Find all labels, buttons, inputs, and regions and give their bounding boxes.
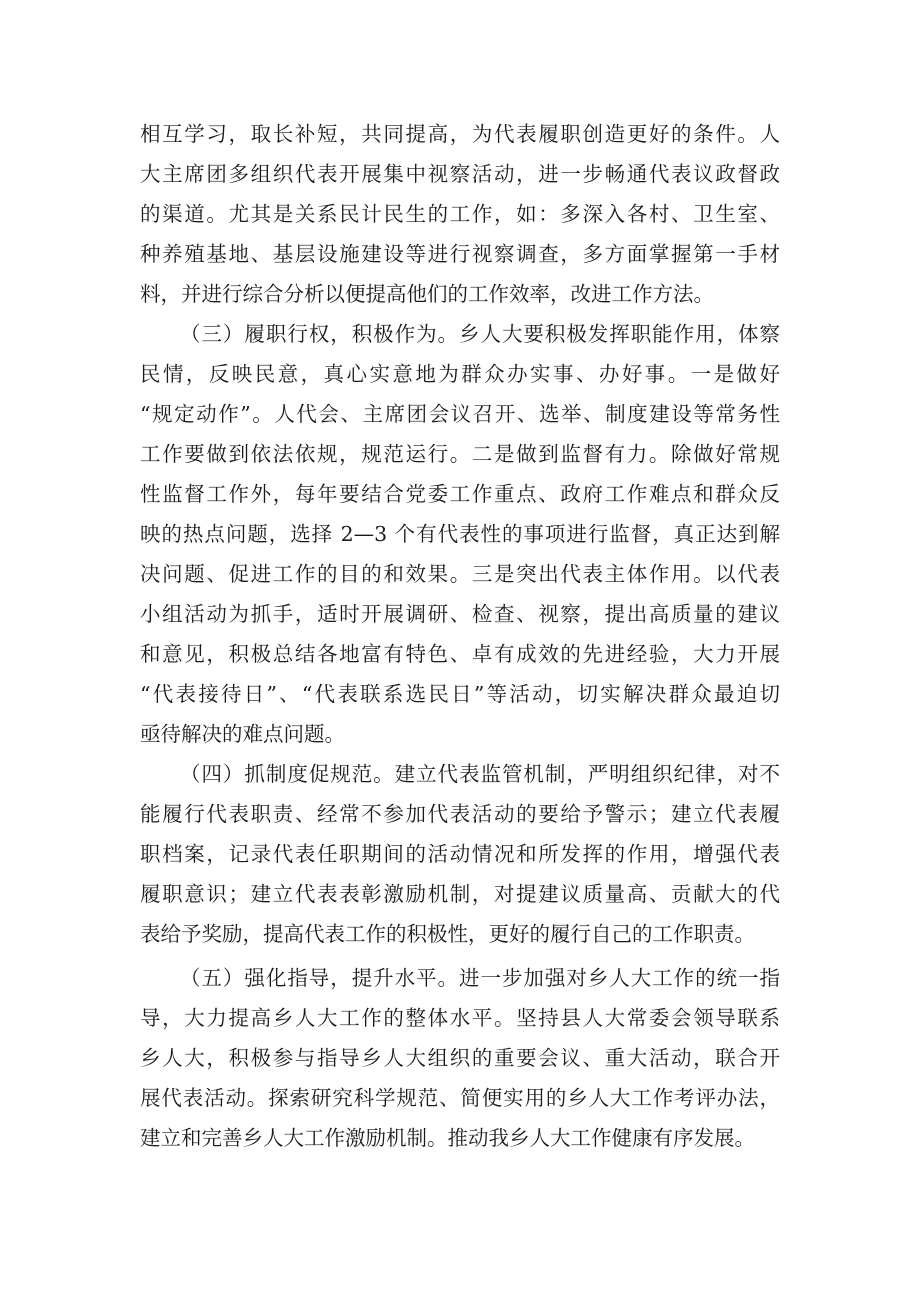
- paragraph-section-4: [140, 754, 780, 954]
- text-line: 表给予奖励，提高代表工作的积极性，更好的履行自己的工作职责。: [140, 922, 755, 946]
- text-line: 种养殖基地、基层设施建设等进行视察调查，多方面掌握第一手材: [140, 242, 780, 266]
- text-line: 亟待解决的难点问题。: [140, 722, 345, 746]
- text-line: 的渠道。尤其是关系民计民生的工作，如：多深入各村、卫生室、: [140, 202, 780, 226]
- text-line: 决问题、促进工作的目的和效果。三是突出代表主体作用。以代表: [140, 562, 780, 586]
- text-line: 履职意识；建立代表表彰激励机制，对提建议质量高、贡献大的代: [140, 882, 780, 906]
- text-line: （四）抓制度促规范。建立代表监管机制，严明组织纪律，对不: [180, 762, 780, 786]
- text-line: 工作要做到依法依规，规范运行。二是做到监督有力。除做好常规: [140, 442, 780, 466]
- text-line: 职档案，记录代表任职期间的活动情况和所发挥的作用，增强代表: [140, 842, 780, 866]
- text-line: （三）履职行权，积极作为。乡人大要积极发挥职能作用，体察: [180, 322, 780, 346]
- text-line: 相互学习，取长补短，共同提高，为代表履职创造更好的条件。人: [140, 122, 780, 146]
- text-line: 乡人大，积极参与指导乡人大组织的重要会议、重大活动，联合开: [140, 1046, 780, 1070]
- text-line: 能履行代表职责、经常不参加代表活动的要给予警示；建立代表履: [140, 802, 780, 826]
- text-line: 建立和完善乡人大工作激励机制。推动我乡人大工作健康有序发展。: [140, 1126, 755, 1150]
- text-line: 展代表活动。探索研究科学规范、简便实用的乡人大工作考评办法，: [140, 1086, 780, 1110]
- text-line: 和意见，积极总结各地富有特色、卓有成效的先进经验，大力开展: [140, 642, 780, 666]
- document-body-lower: [140, 958, 780, 1158]
- text-line: 性监督工作外，每年要结合党委工作重点、政府工作难点和群众反: [140, 482, 780, 506]
- text-line: “规定动作”。人代会、主席团会议召开、选举、制度建设等常务性: [140, 402, 780, 426]
- text-line: “代表接待日”、“代表联系选民日”等活动，切实解决群众最迫切: [140, 682, 780, 706]
- text-line: （五）强化指导，提升水平。进一步加强对乡人大工作的统一指: [180, 966, 780, 990]
- text-line: 民情，反映民意，真心实意地为群众办实事、办好事。一是做好: [140, 362, 780, 386]
- paragraph-continuation: [140, 114, 780, 314]
- paragraph-section-3: [140, 314, 780, 754]
- document-body-upper: [140, 114, 780, 954]
- text-line: 映的热点问题，选择 2—3 个有代表性的事项进行监督，真正达到解: [140, 522, 780, 546]
- text-line: 导，大力提高乡人大工作的整体水平。坚持县人大常委会领导联系: [140, 1006, 780, 1030]
- text-line: 料，并进行综合分析以便提高他们的工作效率，改进工作方法。: [140, 282, 714, 306]
- text-line: 大主席团多组织代表开展集中视察活动，进一步畅通代表议政督政: [140, 162, 780, 186]
- paragraph-section-5: [140, 958, 780, 1158]
- text-line: 小组活动为抓手，适时开展调研、检查、视察，提出高质量的建议: [140, 602, 780, 626]
